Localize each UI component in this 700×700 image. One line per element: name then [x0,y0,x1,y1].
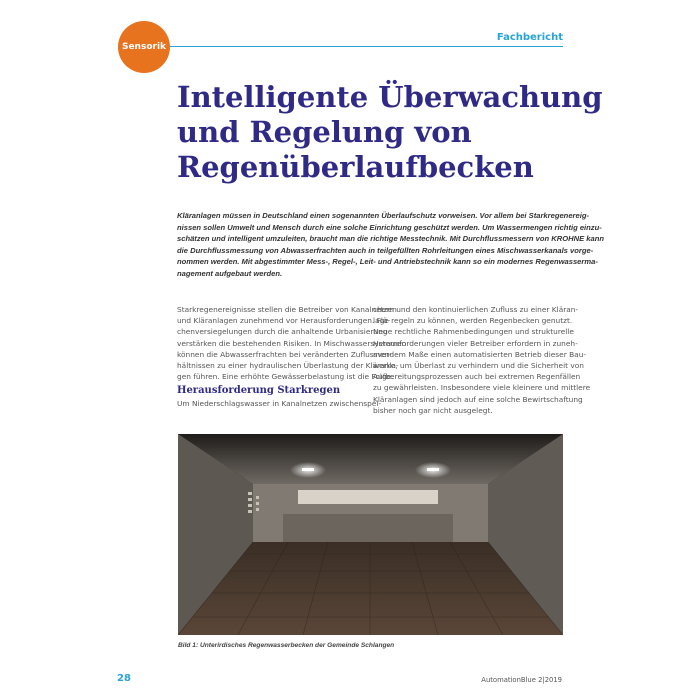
page-number: 28 [117,673,131,684]
body-line: Aufbereitungsprozessen auch bei extremen Regenfällen [373,372,581,382]
publication-info: AutomationBlue 2|2019 [481,676,562,684]
article-title [177,80,603,185]
body-line: chern und den kontinuierlichen Zufluss zu einer Kläran- [373,305,579,314]
lead-line: die Durchflussmessung von Abwasserfrachten auch in teilgefüllten Rohrleitungen eines Mischwasserkanals vorge- [177,245,594,255]
title-line: Intelligente Überwachung [177,80,603,114]
lead-line: schätzen und intelligent umzuleiten, braucht man die richtige Messtechnik. Mit Durchflussmessern von KROHNE kann [177,234,605,244]
body-line: hältnissen zu einer hydraulischen Überlastung der Kläranla- [177,361,399,371]
body-line: zu gewährleisten. Insbesondere viele kleinere und mittlere [373,383,591,393]
body-line: verstärken die bestehenden Risiken. In Mischwassersystemen [177,338,407,348]
header-rule [170,46,563,47]
tank-photo [178,434,563,635]
body-line: können die Abwasserfrachten bei veränderten Zuflussver- [177,349,392,359]
body-line: lage regeln zu können, werden Regenbecken genutzt. [373,316,573,326]
section-subheading: Herausforderung Starkregen [177,385,341,397]
lead-line: Kläranlagen müssen in Deutschland einen sogenannten Überlaufschutz vorweisen. Vor allem bei Starkregenereig- [177,211,590,220]
title-line: Regenüberlaufbecken [177,150,534,184]
body-line: Um Niederschlagswasser in Kanalnetzen zwischenspei- [177,399,382,409]
body-line: chenversiegelungen durch die anhaltende Urbanisierung [177,327,388,337]
body-line: Starkregenereignisse stellen die Betreiber von Kanalnetzen [177,305,397,314]
article-lead [177,210,605,280]
body-line: mendem Maße einen automatisierten Betrieb dieser Bau- [373,349,587,359]
figure-caption: Bild 1: Unterirdisches Regenwasserbecken der Gemeinde Schlangen [178,642,395,649]
body-line: bisher noch gar nicht ausgelegt. [373,405,493,415]
body-line: Herausforderungen vieler Betreiber erfordern in zuneh- [373,338,578,348]
title-line: und Regelung von [177,115,472,149]
lead-line: nommen werden. Mit abgestimmter Mess-, Regel-, Leit- und Antriebstechnik kann so ein modernes Regenwasserma- [177,257,598,267]
body-line: Neue rechtliche Rahmenbedingungen und strukturelle [373,327,574,337]
lead-line: nagement aufgebaut werden. [177,268,283,278]
lead-line: nissen sollen Umwelt und Mensch durch eine solche Einrichtung geschützt werden. Um Wassermengen richtig einzu- [177,222,602,232]
category-badge: Sensorik [118,21,170,73]
body-line: und Kläranlagen zunehmend vor Herausforderungen. Flä- [177,316,391,326]
body-column-1 [177,304,407,410]
body-column-2 [373,304,591,416]
body-line: Kläranlagen sind jedoch auf eine solche Bewirtschaftung [373,394,583,404]
body-line: werke, um Überlast zu verhindern und die Sicherheit von [373,361,584,371]
body-line: gen führen. Eine erhöhte Gewässerbelastung ist die Folge. [177,372,394,382]
section-label: Fachbericht [496,32,563,43]
